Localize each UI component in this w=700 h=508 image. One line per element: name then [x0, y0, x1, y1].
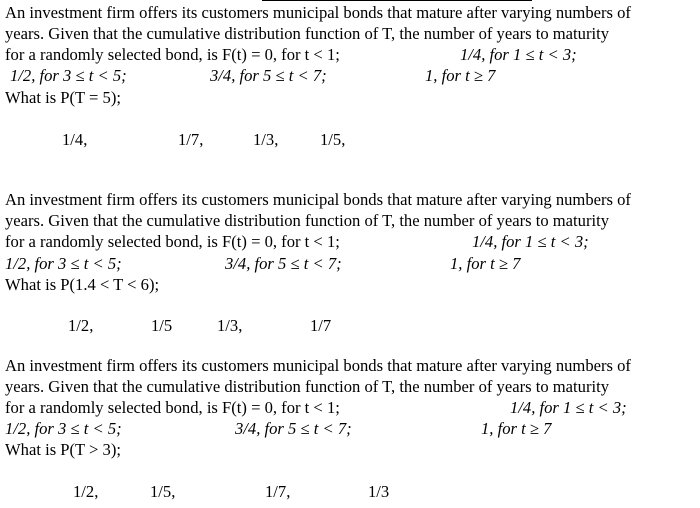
cdf-piece-2: 1/4, for 1 ≤ t < 3;	[472, 232, 589, 251]
answer-option-d[interactable]: 1/7	[310, 316, 332, 335]
cdf-piece-2: 1/4, for 1 ≤ t < 3;	[460, 45, 577, 64]
answer-option-a[interactable]: 1/2,	[68, 316, 94, 335]
question-text: What is P(T > 3);	[5, 440, 121, 459]
answer-option-a[interactable]: 1/2,	[73, 482, 99, 501]
cdf-piece-3: 1/2, for 3 ≤ t < 5;	[5, 419, 122, 438]
intro-line-2: years. Given that the cumulative distribution function of T, the number of years to maturity	[5, 377, 609, 396]
answer-option-a[interactable]: 1/4,	[62, 130, 88, 149]
cdf-piece-4: 3/4, for 5 ≤ t < 7;	[210, 66, 327, 85]
cdf-piece-4: 3/4, for 5 ≤ t < 7;	[225, 254, 342, 273]
intro-line-1: An investment firm offers its customers municipal bonds that mature after varying numbers of	[5, 190, 631, 209]
answer-option-c[interactable]: 1/3,	[217, 316, 243, 335]
cdf-piece-2: 1/4, for 1 ≤ t < 3;	[510, 398, 627, 417]
answer-option-b[interactable]: 1/5	[151, 316, 173, 335]
answer-option-c[interactable]: 1/3,	[253, 130, 279, 149]
intro-line-1: An investment firm offers its customers municipal bonds that mature after varying numbers of	[5, 356, 631, 375]
intro-line-2: years. Given that the cumulative distribution function of T, the number of years to maturity	[5, 211, 609, 230]
question-text: What is P(1.4 < T < 6);	[5, 275, 160, 294]
cdf-line-prefix: for a randomly selected bond, is F(t) = 0, for t < 1;	[5, 398, 340, 417]
cdf-piece-5: 1, for t ≥ 7	[481, 419, 552, 438]
answer-option-b[interactable]: 1/7,	[178, 130, 204, 149]
top-rule	[262, 0, 532, 1]
question-text: What is P(T = 5);	[5, 88, 121, 107]
answer-option-d[interactable]: 1/3	[368, 482, 390, 501]
cdf-piece-4: 3/4, for 5 ≤ t < 7;	[235, 419, 352, 438]
intro-line-1: An investment firm offers its customers municipal bonds that mature after varying numbers of	[5, 3, 631, 22]
cdf-line-prefix: for a randomly selected bond, is F(t) = 0, for t < 1;	[5, 232, 340, 251]
answer-option-c[interactable]: 1/7,	[265, 482, 291, 501]
cdf-piece-5: 1, for t ≥ 7	[425, 66, 496, 85]
cdf-line-prefix: for a randomly selected bond, is F(t) = 0, for t < 1;	[5, 45, 340, 64]
answer-option-d[interactable]: 1/5,	[320, 130, 346, 149]
answer-option-b[interactable]: 1/5,	[150, 482, 176, 501]
intro-line-2: years. Given that the cumulative distribution function of T, the number of years to maturity	[5, 24, 609, 43]
cdf-piece-3: 1/2, for 3 ≤ t < 5;	[10, 66, 127, 85]
cdf-piece-3: 1/2, for 3 ≤ t < 5;	[5, 254, 122, 273]
cdf-piece-5: 1, for t ≥ 7	[450, 254, 521, 273]
